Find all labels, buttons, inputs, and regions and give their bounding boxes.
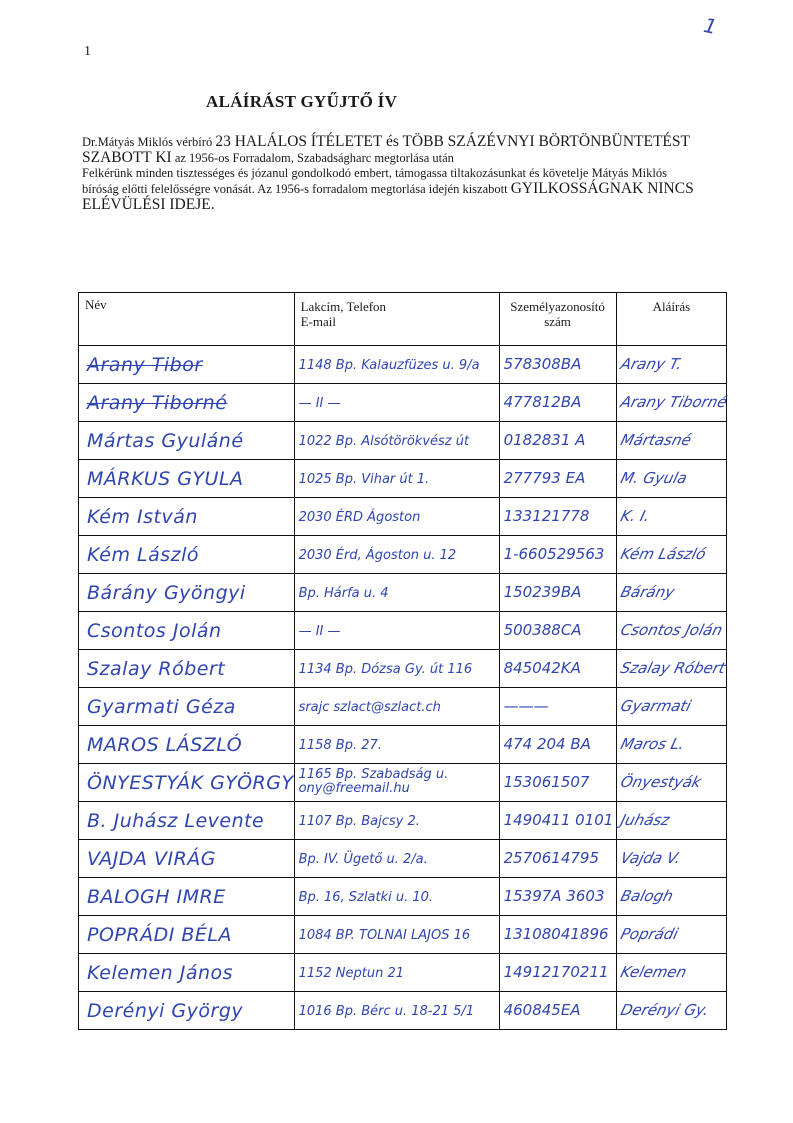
handwritten-address: 1165 Bp. Szabadság u. ony@freemail.hu: [298, 767, 449, 796]
handwritten-id-number: 845042KA: [503, 659, 581, 677]
name-cell: [79, 536, 295, 574]
handwritten-signature: Maros L.: [618, 735, 686, 753]
name-cell: [79, 840, 295, 878]
name-cell: [79, 764, 295, 802]
handwritten-id-number: 460845EA: [503, 1001, 581, 1019]
name-cell: [79, 574, 295, 612]
address-cell: [294, 916, 499, 954]
name-cell: [79, 802, 295, 840]
table-row: [79, 384, 727, 422]
address-cell: [294, 878, 499, 916]
signature-cell: [616, 574, 727, 612]
handwritten-signature: Kelemen: [618, 963, 689, 981]
handwritten-signature: Poprádi: [618, 925, 680, 943]
handwritten-signature: Arany Tiborné: [618, 393, 729, 411]
table-row: [79, 916, 727, 954]
address-cell: [294, 422, 499, 460]
handwritten-signature: Kém László: [618, 545, 708, 563]
name-cell: [79, 650, 295, 688]
handwritten-address: 1107 Bp. Bajcsy 2.: [298, 813, 420, 829]
handwritten-address: 1158 Bp. 27.: [298, 737, 382, 753]
table-row: [79, 688, 727, 726]
signature-cell: [616, 802, 727, 840]
handwritten-id-number: 13108041896: [503, 925, 609, 943]
signature-cell: [616, 954, 727, 992]
handwritten-id-number: 153061507: [503, 773, 590, 791]
address-cell: [294, 574, 499, 612]
signature-cell: [616, 346, 727, 384]
handwritten-signature: Csontos Jolán: [618, 621, 724, 639]
intro-p1-tail: az 1956-os Forradalom, Szabadságharc megtorlása után: [171, 151, 454, 165]
signature-cell: [616, 422, 727, 460]
handwritten-name: Gyarmati Géza: [87, 695, 236, 718]
id-cell: [499, 726, 616, 764]
handwritten-id-number: 15397A 3603: [503, 887, 605, 905]
handwritten-id-number: 1-660529563: [503, 545, 605, 563]
intro-text: [82, 134, 702, 213]
signature-cell: [616, 992, 727, 1030]
id-cell: [499, 840, 616, 878]
document-title: ALÁÍRÁST GYŰJTŐ ÍV: [206, 92, 398, 111]
signature-cell: [616, 384, 727, 422]
id-cell: [499, 916, 616, 954]
name-cell: [79, 346, 295, 384]
handwritten-id-number: 1490411 0101: [503, 811, 614, 829]
signature-table: [78, 292, 727, 1030]
address-cell: [294, 346, 499, 384]
id-cell: [499, 346, 616, 384]
handwritten-signature: Gyarmati: [618, 697, 693, 715]
address-cell: [294, 840, 499, 878]
handwritten-name: Mártas Gyuláné: [87, 429, 244, 452]
name-cell: [79, 384, 295, 422]
handwritten-name: Kém István: [87, 505, 198, 528]
table-row: [79, 992, 727, 1030]
handwritten-signature: Arany T.: [618, 355, 684, 373]
handwritten-signature: K. I.: [618, 507, 652, 525]
handwritten-address: srajc szlact@szlact.ch: [298, 699, 441, 715]
id-cell: [499, 764, 616, 802]
name-cell: [79, 726, 295, 764]
table-row: [79, 650, 727, 688]
handwritten-name: B. Juhász Levente: [87, 809, 265, 832]
signature-cell: [616, 688, 727, 726]
table-row: [79, 726, 727, 764]
name-cell: [79, 916, 295, 954]
table-row: [79, 954, 727, 992]
table-row: [79, 840, 727, 878]
intro-paragraph-1: [82, 134, 702, 166]
handwritten-name: Arany Tibor: [87, 353, 203, 376]
intro-paragraph-2: [82, 166, 702, 213]
handwritten-address: 2030 Érd, Ágoston u. 12: [298, 547, 457, 563]
handwritten-name: BALOGH IMRE: [87, 885, 226, 908]
id-cell: [499, 498, 616, 536]
handwritten-signature: Balogh: [618, 887, 675, 905]
table-row: [79, 764, 727, 802]
handwritten-id-number: 0182831 A: [503, 431, 586, 449]
handwritten-signature: Önyestyák: [618, 773, 703, 791]
table-row: [79, 878, 727, 916]
handwritten-address: 2030 ÉRD Ágoston: [298, 509, 421, 525]
handwritten-signature: Derényi Gy.: [618, 1001, 711, 1019]
intro-p1-lead: Dr.Mátyás Miklós vérbíró: [82, 135, 216, 149]
handwritten-signature: M. Gyula: [618, 469, 689, 487]
address-cell: [294, 726, 499, 764]
name-cell: [79, 612, 295, 650]
intro-p1-emphasis: 23 HALÁLOS ÍTÉLETET és TÖBB SZÁZÉVNYI BÖRTÖNBÜNTETÉST SZABOTT KI: [82, 133, 690, 166]
address-cell: [294, 384, 499, 422]
handwritten-name: Derényi György: [87, 999, 244, 1022]
handwritten-name: Bárány Gyöngyi: [87, 581, 246, 604]
handwritten-id-number: 474 204 BA: [503, 735, 591, 753]
id-cell: [499, 536, 616, 574]
handwritten-address: Bp. Hárfa u. 4: [298, 585, 389, 601]
table-row: [79, 612, 727, 650]
handwritten-address: 1134 Bp. Dózsa Gy. út 116: [298, 661, 473, 677]
signature-cell: [616, 878, 727, 916]
signature-cell: [616, 536, 727, 574]
header-id-line2: szám: [544, 314, 571, 329]
table-row: [79, 498, 727, 536]
address-cell: [294, 688, 499, 726]
address-cell: [294, 612, 499, 650]
handwritten-signature: Mártasné: [618, 431, 693, 449]
name-cell: [79, 954, 295, 992]
header-address: [294, 293, 499, 346]
handwritten-id-number: 277793 EA: [503, 469, 586, 487]
table-row: [79, 460, 727, 498]
id-cell: [499, 878, 616, 916]
name-cell: [79, 422, 295, 460]
id-cell: [499, 574, 616, 612]
handwritten-id-number: 500388CA: [503, 621, 582, 639]
signature-table-wrapper: [78, 292, 727, 1030]
address-cell: [294, 954, 499, 992]
id-cell: [499, 802, 616, 840]
signature-cell: [616, 498, 727, 536]
handwritten-name: Szalay Róbert: [87, 657, 226, 680]
handwritten-address: 1025 Bp. Vihar út 1.: [298, 471, 430, 487]
name-cell: [79, 878, 295, 916]
handwritten-name: POPRÁDI BÉLA: [87, 923, 232, 946]
handwritten-address: 1084 BP. TOLNAI LAJOS 16: [298, 927, 471, 943]
address-cell: [294, 650, 499, 688]
name-cell: [79, 460, 295, 498]
handwritten-id-number: 133121778: [503, 507, 590, 525]
address-cell: [294, 802, 499, 840]
header-signature: Aláírás: [616, 293, 727, 346]
header-name: Név: [79, 293, 295, 346]
signature-cell: [616, 916, 727, 954]
handwritten-page-mark: 1: [701, 12, 720, 40]
name-cell: [79, 498, 295, 536]
handwritten-signature: Bárány: [618, 583, 677, 601]
table-row: [79, 536, 727, 574]
handwritten-name: Kelemen János: [87, 961, 234, 984]
handwritten-name: Csontos Jolán: [87, 619, 222, 642]
handwritten-address: 1152 Neptun 21: [298, 965, 405, 981]
table-row: [79, 574, 727, 612]
address-cell: [294, 460, 499, 498]
intro-p2-lead: Felkérünk minden tisztességes és józanul gondolkodó embert, támogassa tiltakozásunkat és követelje Mátyás Miklós bíróság előtti felelősségre vonását. Az 1956-s forradalom megtorlása idején kiszabott: [82, 166, 667, 196]
handwritten-id-number: ———: [503, 697, 549, 715]
signature-cell: [616, 840, 727, 878]
handwritten-id-number: 578308BA: [503, 355, 582, 373]
handwritten-address: Bp. 16, Szlatki u. 10.: [298, 889, 434, 905]
address-cell: [294, 992, 499, 1030]
handwritten-name: VAJDA VIRÁG: [87, 847, 216, 870]
signature-cell: [616, 612, 727, 650]
id-cell: [499, 954, 616, 992]
handwritten-name: Arany Tiborné: [87, 391, 228, 414]
name-cell: [79, 688, 295, 726]
handwritten-signature: Vajda V.: [618, 849, 683, 867]
handwritten-id-number: 14912170211: [503, 963, 609, 981]
page-number: 1: [84, 44, 91, 59]
intro-p2-emphasis: GYILKOSSÁGNAK NINCS ELÉVÜLÉSI IDEJE.: [82, 180, 694, 213]
handwritten-address: 1148 Bp. Kalauzfüzes u. 9/a: [298, 357, 480, 373]
handwritten-name: MAROS LÁSZLÓ: [87, 733, 243, 756]
signature-cell: [616, 650, 727, 688]
signature-cell: [616, 726, 727, 764]
handwritten-address: 1022 Bp. Alsótörökvész út: [298, 433, 470, 449]
handwritten-address: — II —: [298, 395, 341, 411]
address-cell: [294, 764, 499, 802]
id-cell: [499, 460, 616, 498]
handwritten-name: Kém László: [87, 543, 200, 566]
id-cell: [499, 612, 616, 650]
id-cell: [499, 650, 616, 688]
name-cell: [79, 992, 295, 1030]
header-id-line1: Személyazonosító: [510, 299, 605, 314]
handwritten-name: MÁRKUS GYULA: [87, 467, 244, 490]
id-cell: [499, 688, 616, 726]
id-cell: [499, 992, 616, 1030]
header-id-number: [499, 293, 616, 346]
handwritten-name: ÖNYESTYÁK GYÖRGY: [87, 771, 294, 794]
handwritten-id-number: 2570614795: [503, 849, 599, 867]
table-header-row: [79, 293, 727, 346]
handwritten-address: 1016 Bp. Bérc u. 18-21 5/1: [298, 1003, 475, 1019]
address-cell: [294, 498, 499, 536]
handwritten-signature: Szalay Róbert: [618, 659, 727, 677]
signature-cell: [616, 764, 727, 802]
header-address-line2: E-mail: [300, 314, 336, 329]
id-cell: [499, 384, 616, 422]
header-address-line1: Lakcím, Telefon: [300, 299, 387, 314]
signature-cell: [616, 460, 727, 498]
handwritten-id-number: 477812BA: [503, 393, 582, 411]
table-row: [79, 422, 727, 460]
handwritten-id-number: 150239BA: [503, 583, 582, 601]
handwritten-address: — II —: [298, 623, 341, 639]
table-row: [79, 346, 727, 384]
address-cell: [294, 536, 499, 574]
handwritten-signature: Juhász: [618, 811, 672, 829]
table-row: [79, 802, 727, 840]
handwritten-address: Bp. IV. Ügető u. 2/a.: [298, 851, 428, 867]
id-cell: [499, 422, 616, 460]
